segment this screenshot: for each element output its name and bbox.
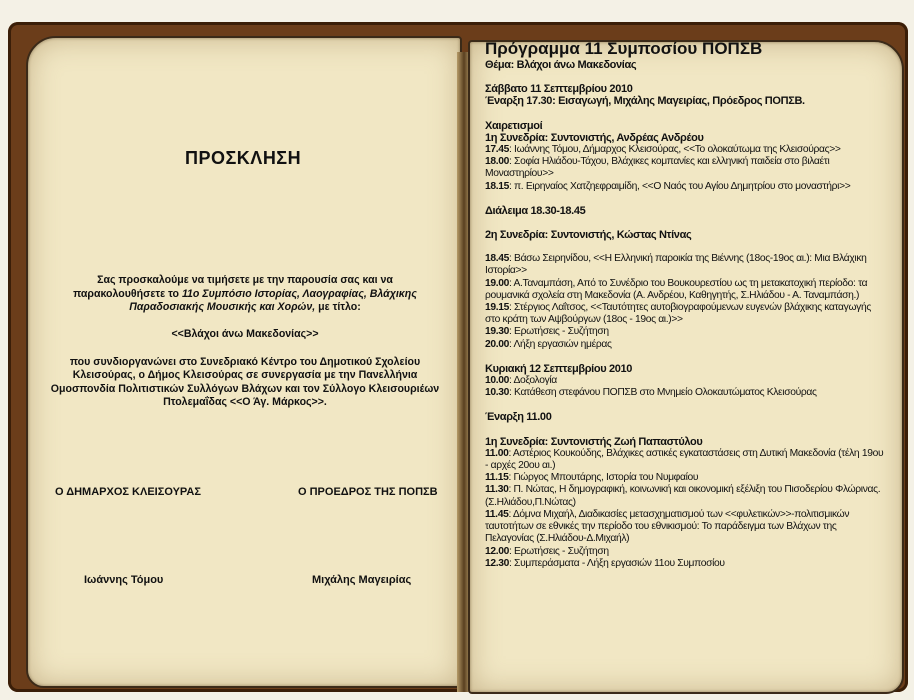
symposium-name: 11ο Συμπόσιο Ιστορίας, Λαογραφίας, Βλάχικης Παραδοσιακής Μουσικής και Χορών, [129,287,417,314]
program-item [485,181,885,193]
program-item-time: 12.30 [485,557,510,569]
program-item-time: 11.45 [485,508,509,520]
mayor-role: Ο ΔΗΜΑΡΧΟΣ ΚΛΕΙΣΟΥΡΑΣ [55,486,201,498]
invitation-organizers: που συνδιοργανώνει στο Συνεδριακό Κέντρο του Δημοτικού Σχολείου Κλεισούρας, ο Δήμος Κλεισούρας σε συνεργασία με την Πανελλήνια Ομοσπονδία Πολιτιστικών Συλλόγων Βλάχων και τον Σύλλογο Κλεισουριέων Πτολεμαΐδας <<Ο Άγ. Μάρκος>>. [50,355,440,409]
program-item-time: 11.30 [485,484,509,496]
program-item-text: : Α.Ταναμπάση, Από το Συνέδριο του Βουκουρεστίου ως τη μετακατοχική περίοδο: τα ρουμανικά σχολεία στη Μακεδονία (Α. Ανδρέου, Καθηγητής, Σ.Ηλιάδου - Α. Ταναμπάση.) [485,277,868,301]
program-item-text: : Λήξη εργασιών ημέρας [509,338,612,350]
program-item-text: : Ιωάννης Τόμου, Δήμαρχος Κλεισούρας, <<Το ολοκαύτωμα της Κλεισούρας>> [509,144,841,156]
program-item [485,546,885,558]
president-name: Μιχάλης Μαγειρίας [312,574,412,586]
president-role: Ο ΠΡΟΕΔΡΟΣ ΤΗΣ ΠΟΠΣΒ [298,486,438,498]
program-item-time: 18.00 [485,156,510,168]
program-item-time: 10.00 [485,375,510,387]
program-item-text: : Γιώργος Μπουτάρης, Ιστορία του Νυμφαίου [508,472,699,484]
program-theme: Θέμα: Βλάχοι άνω Μακεδονίας [485,59,637,71]
program-item [485,253,885,277]
program-item [485,326,885,338]
session1-heading: 1η Συνεδρία: Συντονιστής, Ανδρέας Ανδρέου [485,131,704,144]
program-item-text: : Ερωτήσεις - Συζήτηση [509,326,609,338]
program-item-time: 17.45 [485,144,510,156]
program-item [485,472,885,484]
session2-heading: 2η Συνεδρία: Συντονιστής, Κώστας Ντίνας [485,229,692,242]
sunday-opening: Έναρξη 11.00 [485,411,552,424]
program-item [485,375,885,387]
program-item-time: 11.15 [485,472,509,484]
saturday-opening: Έναρξη 17.30: Εισαγωγή, Μιχάλης Μαγειρίας, Πρόεδρος ΠΟΠΣΒ. [485,95,805,108]
mayor-name: Ιωάννης Τόμου [84,574,164,586]
break-time: Διάλειμα 18.30-18.45 [485,204,586,217]
program-item [485,509,885,546]
program-item-text: : Βάσω Σειρηνίδου, <<Η Ελληνική παροικία της Βιέννης (18ος-19ος αι.): Μια Βλάχικη Ιστορία>> [485,253,867,277]
program-item-text: : Δοξολογία [509,375,557,387]
program-title: Πρόγραμμα 11 Συμποσίου ΠΟΠΣΒ [485,39,763,58]
program-item [485,144,885,156]
sunday-date: Κυριακή 12 Σεπτεμβρίου 2010 [485,362,633,375]
program-item-text: : Συμπεράσματα - Λήξη εργασιών 11ου Συμποσίου [509,557,725,569]
saturday-date: Σάββατο 11 Σεπτεμβρίου 2010 [485,83,633,96]
program-item [485,448,885,472]
program-item-time: 19.30 [485,326,510,338]
program-item-text: : Π. Νώτας, Η δημογραφική, κοινωνική και οικονομική εξέλιξη του Πισοδερίου Φλώρινας. (Σ.Ηλιάδου,Π.Νώτας) [485,484,881,508]
program-item-text: : Αστέριος Κουκούδης, Βλάχικες αστικές εγκαταστάσεις στη Δυτική Μακεδονία (τέλη 19ου - αρχές 20ου αι.) [485,447,884,472]
invitation-title: ΠΡΟΣΚΛΗΣΗ [185,148,302,168]
program-item-time: 18.15 [485,180,510,192]
program-item-time: 19.00 [485,277,510,289]
program-item-time: 10.30 [485,387,510,399]
program-item [485,558,885,570]
program-item-text: : Στέργιος Λαΐτσος, <<Ταυτότητες αυτοβιογραφούμενων ευγενών βλάχικης καταγωγής στο κράτη των Αψβούργων (18ος - 19ος αι.)>> [485,302,871,326]
program [485,38,885,570]
session3-list [485,448,885,570]
program-item-text: : Κατάθεση στεφάνου ΠΟΠΣΒ στο Μνημείο Ολοκαυτώματος Κλεισούρας [509,387,817,399]
program-item-text: : Σοφία Ηλιάδου-Τάχου, Βλάχικες κομπανίες και ελληνική παιδεία στο βιλαέτι Μοναστηρίου>> [485,156,830,180]
program-item-time: 19.15 [485,302,510,314]
session1-list [485,144,885,193]
sunday-list [485,375,885,399]
program-item [485,156,885,180]
program-item-time: 11.00 [485,447,509,459]
session3-heading: 1η Συνεδρία: Συντονιστής Ζωή Παπαστύλου [485,435,703,448]
session2-list [485,253,885,351]
program-item-text: : π. Ειρηναίος Χατζηεφραιμίδη, <<Ο Ναός του Αγίου Δημητρίου στο μοναστήρι>> [509,180,851,192]
invitation-intro: Σας προσκαλούμε να τιμήσετε με την παρουσία σας και να παρακολουθήσετε το 11ο Συμπόσιο Ιστορίας, Λαογραφίας, Βλάχικης Παραδοσιακής Μουσικής και Χορών, με τίτλο: [73,274,417,314]
program-item-time: 12.00 [485,545,510,557]
invitation-body [50,274,440,410]
program-item [485,387,885,399]
program-item-time: 20.00 [485,338,510,350]
greetings: Χαιρετισμοί [485,119,543,132]
program-item [485,278,885,302]
program-item-text: : Ερωτήσεις - Συζήτηση [509,545,609,557]
program-item-time: 18.45 [485,253,510,265]
program-item [485,302,885,326]
program-item-text: : Δόμνα Μιχαήλ, Διαδικασίες μετασχηματισμού των <<φυλετικών>>-πολιτισμικών ταυτοτήτων σε εθνικές την περίοδο του εθνικισμού: Το παράδειγμα των Βλάχων της Πελαγονίας (Σ.Ηλιάδου-Δ.Μιχαήλ) [485,508,850,545]
program-item [485,484,885,508]
invitation-theme: <<Βλάχοι άνω Μακεδονίας>> [171,328,319,341]
program-item [485,339,885,351]
